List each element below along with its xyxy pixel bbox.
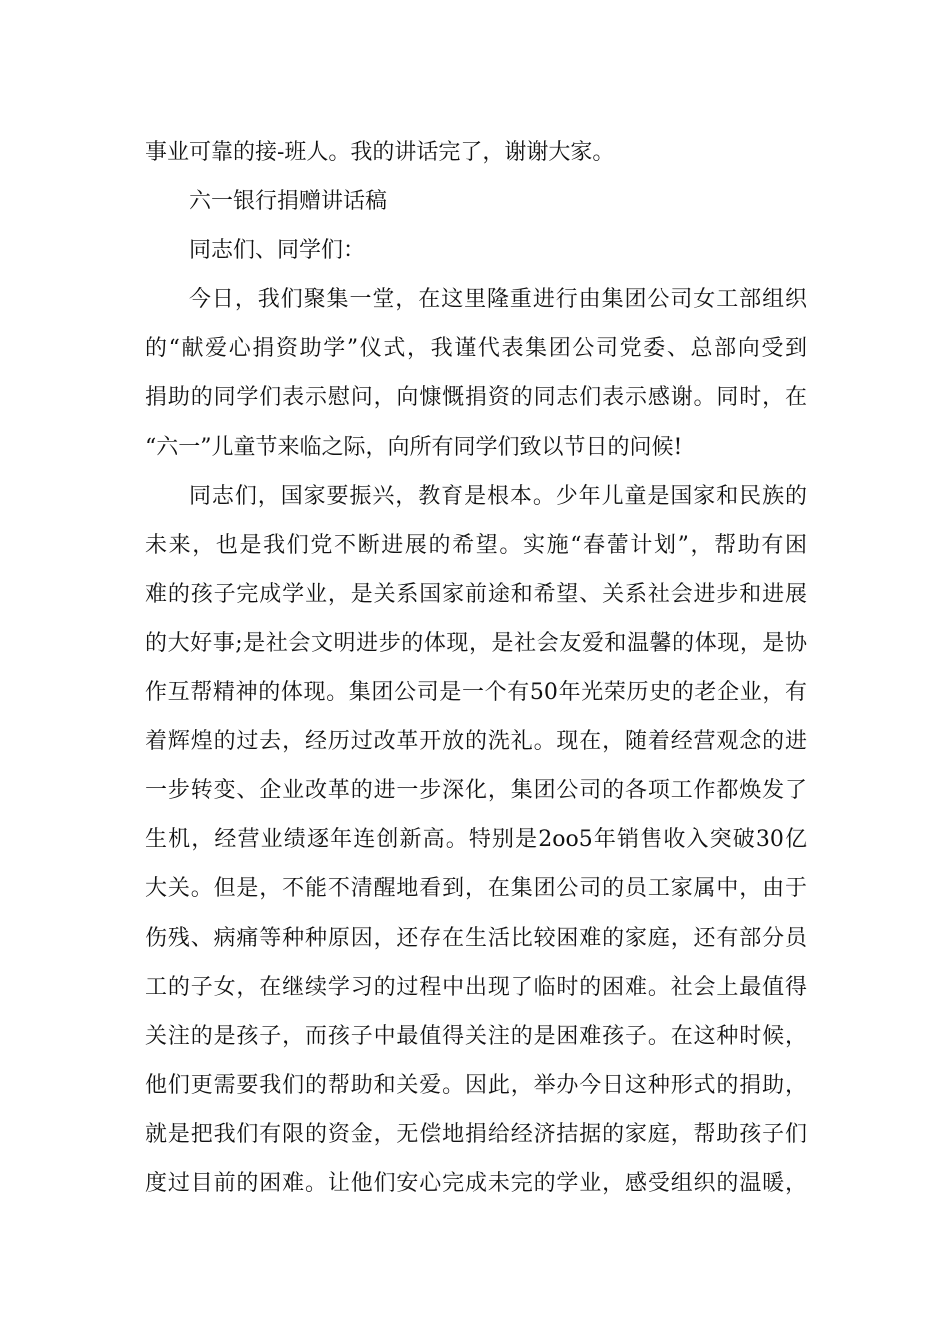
text-line: 一步转变、企业改革的进一步深化，集团公司的各项工作都焕发了	[145, 778, 807, 804]
text-line: 工的子女，在继续学习的过程中出现了临时的困难。社会上最值得	[145, 974, 807, 1000]
text-line: 他们更需要我们的帮助和关爱。因此，举办今日这种形式的捐助，	[145, 1072, 807, 1098]
text-line: 难的孩子完成学业，是关系国家前途和希望、关系社会进步和进展	[145, 581, 807, 607]
text-line: 的大好事;是社会文明进步的体现，是社会友爱和温馨的体现，是协	[145, 630, 807, 656]
text-line: 捐助的同学们表示慰问，向慷慨捐资的同志们表示感谢。同时，在	[145, 385, 807, 411]
text-line: 伤残、病痛等种种原因，还存在生活比较困难的家庭，还有部分员	[145, 925, 807, 951]
text-line: 同志们，国家要振兴，教育是根本。少年儿童是国家和民族的	[189, 483, 807, 509]
text-line: 事业可靠的接-班人。我的讲话完了，谢谢大家。	[145, 140, 615, 165]
document-body	[145, 128, 807, 1208]
text-line: 未来，也是我们党不断进展的希望。实施“春蕾计划”，帮助有困	[145, 532, 807, 558]
text-line: 就是把我们有限的资金，无偿地捐给经济拮据的家庭，帮助孩子们	[145, 1121, 807, 1147]
text-line: “六一”儿童节来临之际，向所有同学们致以节日的问候!	[145, 434, 683, 460]
text-line: 着辉煌的过去，经历过改革开放的洗礼。现在，随着经营观念的进	[145, 729, 807, 755]
text-line: 度过目前的困难。让他们安心完成未完的学业，感受组织的温暖，	[145, 1170, 807, 1196]
text-line: 生机，经营业绩逐年连创新高。特别是2oo5年销售收入突破30亿	[145, 827, 807, 853]
text-line: 大关。但是，不能不清醒地看到，在集团公司的员工家属中，由于	[145, 876, 807, 902]
salutation: 同志们、同学们：	[189, 238, 366, 264]
text-line: 的“献爱心捐资助学”仪式，我谨代表集团公司党委、总部向受到	[145, 336, 807, 362]
text-line: 作互帮精神的体现。集团公司是一个有50年光荣历史的老企业，有	[145, 680, 807, 706]
text-line: 关注的是孩子，而孩子中最值得关注的是困难孩子。在这种时候，	[145, 1023, 807, 1049]
text-line: 今日，我们聚集一堂，在这里隆重进行由集团公司女工部组织	[189, 287, 807, 313]
section-title: 六一银行捐赠讲话稿	[189, 189, 388, 215]
